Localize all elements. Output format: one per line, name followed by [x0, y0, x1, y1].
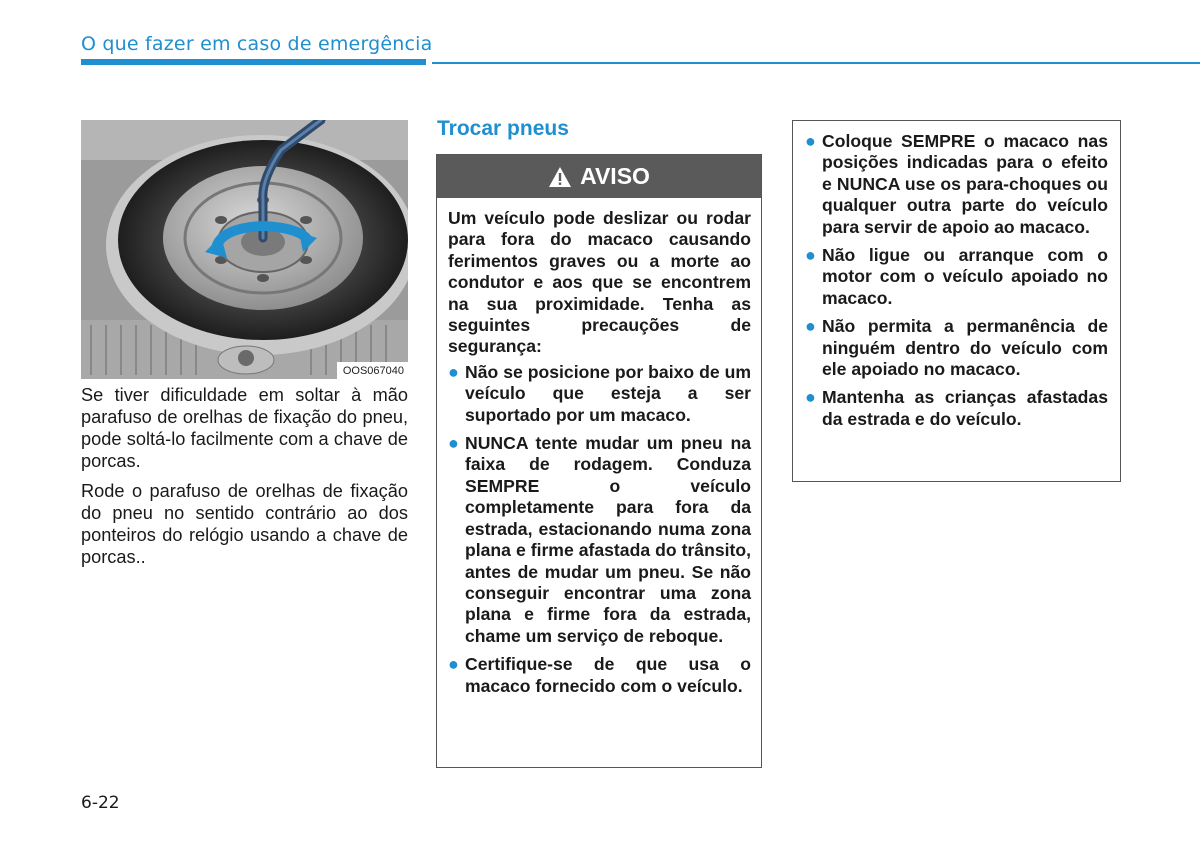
- list-item: [805, 245, 1108, 309]
- list-item-text: NUNCA tente mudar um pneu na faixa de rodagem. Conduza SEMPRE o veículo completamente para fora da estrada, estacionando numa zona plana e firme afastada do trânsito, antes de mudar um pneu. Se não conseguir encontrar uma zona plana e firme fora da estrada, chame um serviço de reboque.: [465, 433, 751, 646]
- list-item: [448, 362, 751, 426]
- list-item: [805, 387, 1108, 430]
- header-rule-accent: [81, 59, 426, 65]
- paragraph: Se tiver dificuldade em soltar à mão parafuso de orelhas de fixação do pneu, pode soltá-lo facilmente com a chave de porcas.: [81, 385, 408, 471]
- warning-list: [448, 362, 751, 697]
- continued-warning-list: [805, 131, 1108, 430]
- bullet-icon: ●: [805, 316, 816, 337]
- warning-body: [437, 198, 761, 697]
- bullet-icon: ●: [805, 245, 816, 266]
- list-item-text: Não permita a permanência de ninguém dentro do veículo com ele apoiado no macaco.: [822, 316, 1108, 380]
- left-column-text: [81, 384, 408, 576]
- list-item: [448, 654, 751, 697]
- page-number: 6-22: [81, 793, 120, 813]
- bullet-icon: ●: [448, 433, 459, 454]
- warning-header: [437, 155, 761, 198]
- continued-warning-box: [792, 120, 1121, 482]
- bullet-icon: ●: [448, 361, 459, 382]
- warning-box: [436, 154, 762, 768]
- spare-tire-drawing: [81, 120, 408, 379]
- list-item-text: Certifique-se de que usa o macaco fornecido com o veículo.: [465, 654, 751, 696]
- list-item-text: Coloque SEMPRE o macaco nas posições indicadas para o efeito e NUNCA use os para-choques ou qualquer outra parte do veículo para servir de apoio ao macaco.: [822, 131, 1108, 237]
- list-item-text: Não se posicione por baixo de um veículo que esteja a ser suportado por um macaco.: [465, 361, 751, 425]
- list-item: [805, 316, 1108, 380]
- list-item: [448, 433, 751, 647]
- paragraph: Rode o parafuso de orelhas de fixação do pneu no sentido contrário ao dos ponteiros do relógio usando a chave de porcas..: [81, 481, 408, 567]
- list-item-text: Mantenha as crianças afastadas da estrada e do veículo.: [822, 387, 1108, 429]
- bullet-icon: ●: [805, 387, 816, 408]
- figure-code: OOS067040: [337, 362, 408, 379]
- list-item-text: Não ligue ou arranque com o motor com o veículo apoiado no macaco.: [822, 245, 1108, 308]
- running-header: O que fazer em caso de emergência: [81, 33, 433, 55]
- list-item: [805, 131, 1108, 238]
- bullet-icon: ●: [448, 654, 459, 675]
- header-rule: [432, 62, 1200, 64]
- warning-label: AVISO: [580, 163, 650, 189]
- bullet-icon: ●: [805, 131, 816, 151]
- spare-tire-illustration: [81, 120, 408, 379]
- warning-triangle-icon: [548, 166, 572, 188]
- warning-intro: Um veículo pode deslizar ou rodar para fora do macaco causando ferimentos graves ou a morte ao condutor e aos que se encontrem na sua proximidade. Tenha as seguintes precauções de segurança:: [448, 208, 751, 357]
- section-heading: Trocar pneus: [437, 117, 569, 140]
